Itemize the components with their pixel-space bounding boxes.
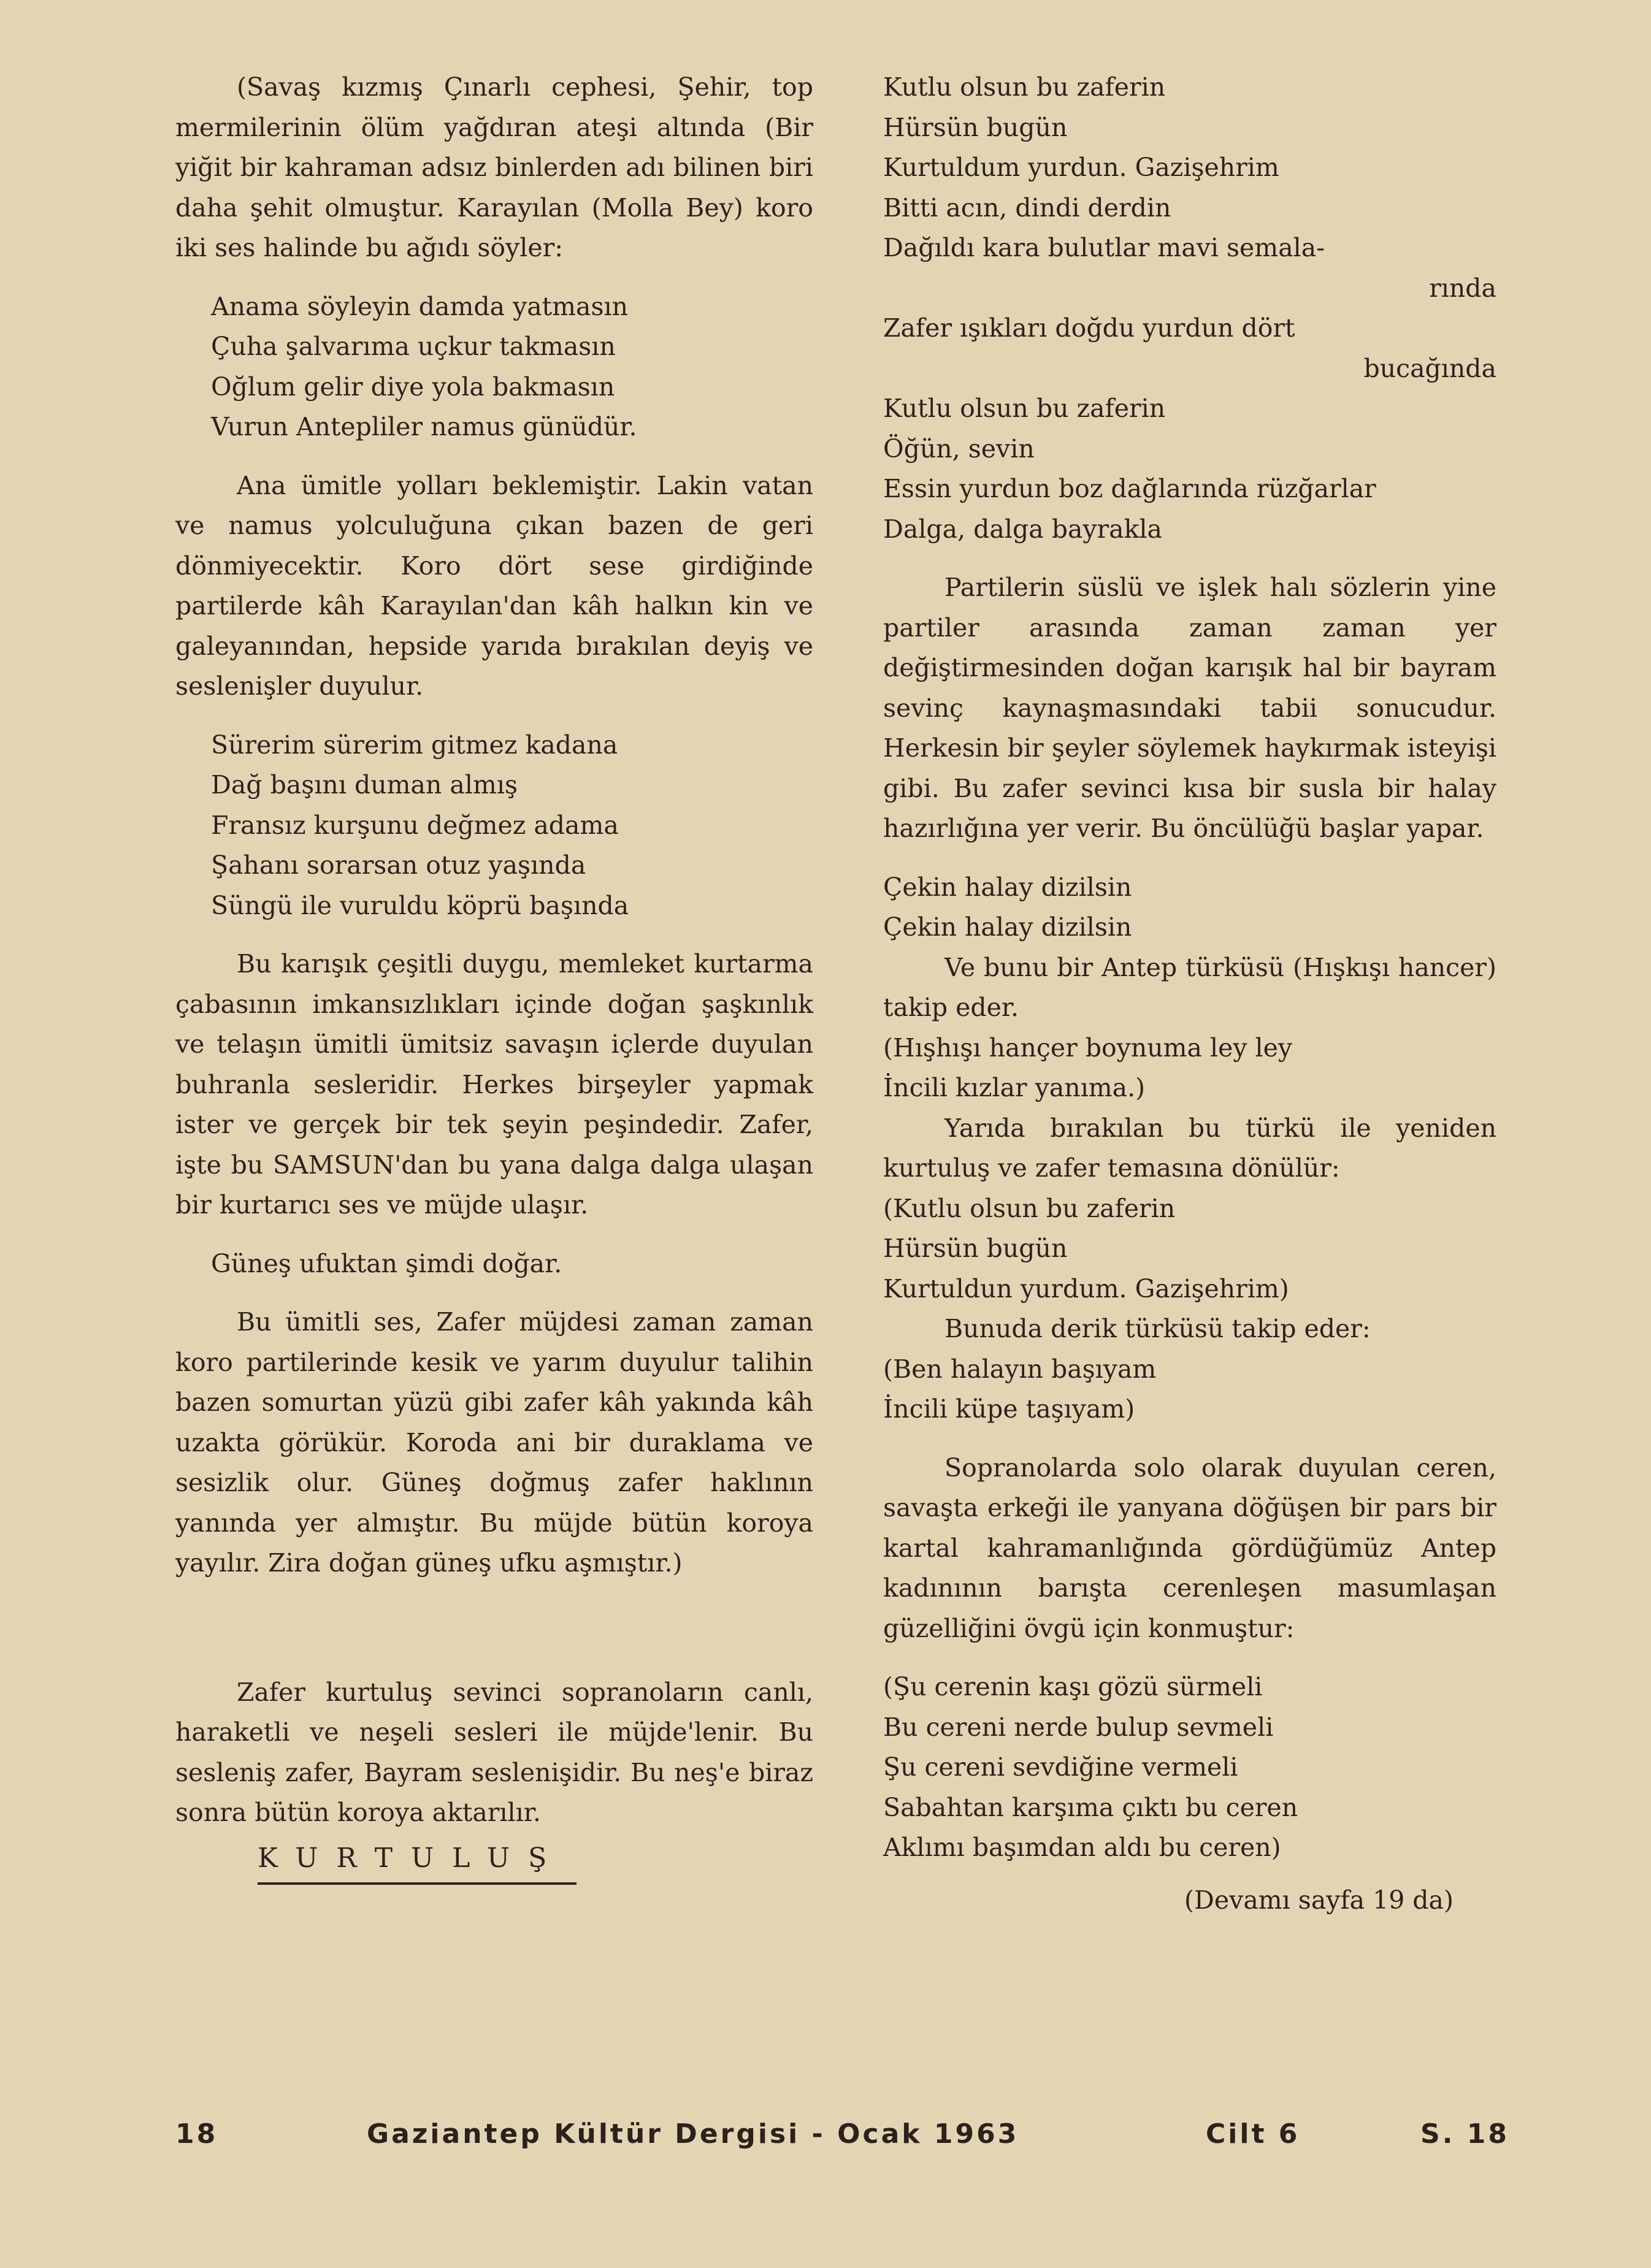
verse-line: Aklımı başımdan aldı bu ceren) [883, 1833, 1281, 1862]
verse-line: Şu cereni sevdiğine vermeli [883, 1752, 1238, 1782]
verse-line: Kurtuldun yurdum. Gazişehrim) [883, 1273, 1289, 1304]
right-verse-2 [883, 868, 1496, 948]
right-paragraph-1: Partilerin süslü ve işlek halı sözlerin yine partiler arasında zaman zaman yer değiştirmesinden doğan karışık hal bir bayram sevinç kaynaşmasındaki tabii sonucudur. Herkesin bir şeyler söylemek haykırmak isteyişi gibi. Bu zafer sevinci kısa bir susla bir halay hazırlığına yer verir. Bu öncülüğü başlar yapar. [883, 573, 1496, 843]
left-verse-1 [175, 287, 813, 448]
verse-line: (Şu cerenin kaşı gözü sürmeli [883, 1672, 1263, 1701]
page-number: 18 [175, 2118, 218, 2150]
verse-line: Dağ başını duman almış [211, 770, 518, 800]
verse-line-continuation: bucağında [1363, 353, 1496, 383]
verse-line: (Kutlu olsun bu zaferin [883, 1193, 1176, 1223]
verse-line: Kurtuldum yurdun. Gazişehrim [883, 153, 1279, 182]
left-verse-2 [175, 725, 813, 926]
left-paragraph-3: Bu karışık çeşitli duygu, memleket kurtarma çabasının imkansızlıkları içinde doğan şaşkınlık ve telaşın ümitli ümitsiz savaşın içlerde duyulan buhranla sesleridir. Herkes birşeyler yapmak ister ve gerçek bir tek şeyin peşindedir. Zafer, işte bu SAMSUN'dan bu yana dalga dalga ulaşan bir kurtarıcı ses ve müjde ulaşır. [175, 949, 813, 1220]
verse-line: Şahanı sorarsan otuz yaşında [211, 850, 586, 880]
verse-line: İncili küpe taşıyam) [883, 1394, 1135, 1424]
verse-line: Kutlu olsun bu zaferin [883, 72, 1166, 102]
verse-line: Sabahtan karşıma çıktı bu ceren [883, 1792, 1298, 1822]
verse-line: Dalga, dalga bayrakla [883, 514, 1163, 544]
section-heading: KURTULUŞ [258, 1842, 577, 1885]
verse-line: Sürerim sürerim gitmez kadana [211, 730, 618, 760]
left-paragraph-5: Zafer kurtuluş sevinci sopranoların canlı, haraketli ve neşeli sesleri ile müjde'lenir. Bu sesleniş zafer, Bayram seslenişidir. Bu neş'e biraz sonra bütün koroya aktarılır. [175, 1677, 813, 1827]
issue-label: S. 18 [1420, 2118, 1509, 2150]
verse-line: Kutlu olsun bu zaferin [883, 394, 1166, 423]
verse-line: Süngü ile vuruldu köprü başında [211, 890, 629, 920]
verse-line: Vurun Antepliler namus günüdür. [211, 412, 637, 441]
right-paragraph-2: Ve bunu bir Antep türküsü (Hışkışı hancer) takip eder. [883, 952, 1496, 1022]
right-paragraph-3: Yarıda bırakılan bu türkü ile yeniden kurtuluş ve zafer temasına dönülür: [883, 1113, 1496, 1183]
left-column [175, 67, 813, 1833]
verse-line: Hürsün bugün [883, 112, 1068, 142]
left-paragraph-2: Ana ümitle yolları beklemiştir. Lakin vatan ve namus yolculuğuna çıkan bazen de geri dönmiyecektir. Koro dört sese girdiğinde partilerde kâh Karayılan'dan kâh halkın kin ve galeyanından, hepside yarıda bırakılan deyiş ve seslenişler duyulur. [175, 470, 813, 701]
right-verse-3 [883, 1028, 1496, 1109]
journal-title: Gaziantep Kültür Dergisi - Ocak 1963 [367, 2118, 1019, 2150]
verse-line: Anama söyleyin damda yatmasın [211, 291, 629, 321]
right-column [883, 67, 1496, 1920]
volume-label: Cilt 6 [1206, 2118, 1300, 2150]
verse-line: Bitti acın, dindi derdin [883, 193, 1171, 223]
verse-line: Öğün, sevin [883, 433, 1035, 464]
left-paragraph-1: (Savaş kızmış Çınarlı cephesi, Şehir, top mermilerinin ölüm yağdıran ateşi altında (Bir yiğit bir kahraman adsız binlerden adı bilinen biri daha şehit olmuştur. Karayılan (Molla Bey) koro iki ses halinde bu ağıdı söyler: [175, 72, 813, 262]
verse-line: (Ben halayın başıyam [883, 1354, 1157, 1384]
right-verse-4 [883, 1189, 1496, 1310]
verse-line: Hürsün bugün [883, 1234, 1068, 1263]
verse-line: Bu cereni nerde bulup sevmeli [883, 1712, 1274, 1742]
right-paragraph-4: Bunuda derik türküsü takip eder: [944, 1314, 1371, 1343]
verse-line: İncili kızlar yanıma.) [883, 1073, 1146, 1102]
verse-line-continuation: rında [1429, 273, 1496, 303]
left-paragraph-4: Bu ümitli ses, Zafer müjdesi zaman zaman koro partilerinde kesik ve yarım duyulur talihin bazen somurtan yüzü gibi zafer kâh yakında kâh uzakta görükür. Koroda ani bir duraklama ve sesizlik olur. Güneş doğmuş zafer haklının yanında yer almıştır. Bu müjde bütün koroya yayılır. Zira doğan güneş ufku aşmıştır.) [175, 1307, 813, 1578]
verse-line: Çekin halay dizilsin [883, 872, 1132, 902]
verse-line: Dağıldı kara bulutlar mavi semala- [883, 233, 1325, 262]
verse-line: Çuha şalvarıma uçkur takmasın [211, 332, 616, 361]
verse-line: Fransız kurşunu değmez adama [211, 810, 619, 840]
verse-line: Oğlum gelir diye yola bakmasın [211, 372, 615, 402]
right-verse-6 [883, 1667, 1496, 1868]
right-paragraph-5: Sopranolarda solo olarak duyulan ceren, savaşta erkeği ile yanyana döğüşen bir pars bir kartal kahramanlığında gördüğümüz Antep kadınının barışta cerenleşen masumlaşan güzelliğini övgü için konmuştur: [883, 1453, 1496, 1643]
right-verse-1 [883, 67, 1496, 549]
sunrise-line: Güneş ufuktan şimdi doğar. [211, 1248, 562, 1278]
verse-line: (Hışhışı hançer boynuma ley ley [883, 1033, 1293, 1063]
verse-line: Çekin halay dizilsin [883, 912, 1132, 942]
continued-note: (Devamı sayfa 19 da) [1184, 1885, 1454, 1915]
verse-line: Essin yurdun boz dağlarında rüzğarlar [883, 474, 1376, 503]
verse-line: Zafer ışıkları doğdu yurdun dört [883, 313, 1295, 343]
right-verse-5 [883, 1350, 1496, 1430]
